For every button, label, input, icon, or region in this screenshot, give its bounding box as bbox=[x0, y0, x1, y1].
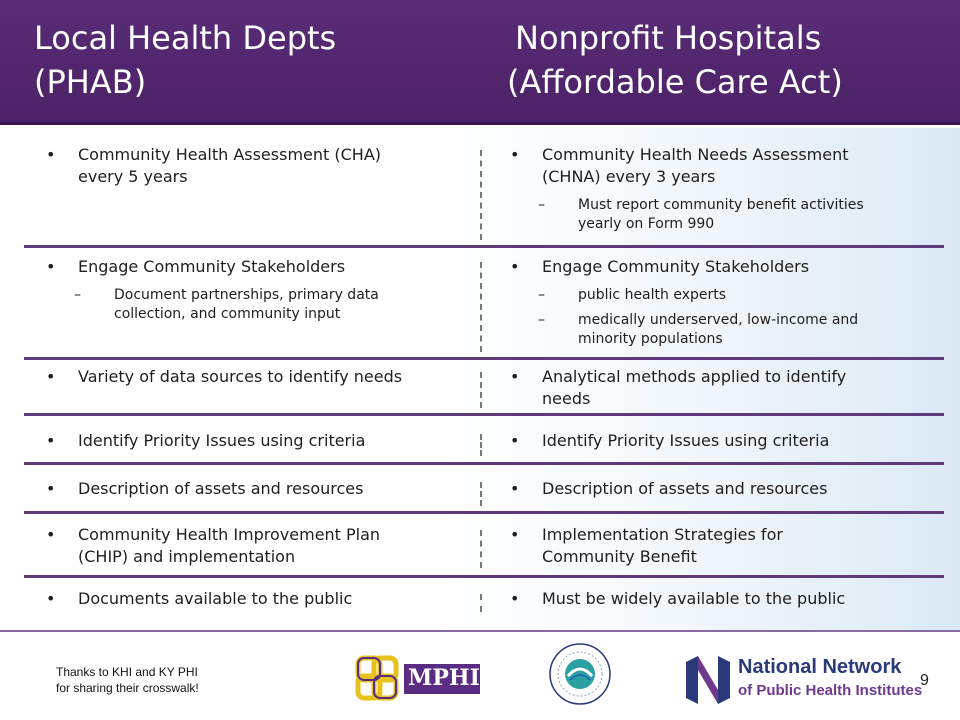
nnphi-n-icon bbox=[684, 654, 732, 706]
right-sub-text: minority populations bbox=[578, 331, 723, 347]
left-bullet-text: Description of assets and resources bbox=[78, 479, 364, 498]
mphi-logo-text: MPHI bbox=[408, 665, 480, 691]
left-bullet-item bbox=[46, 588, 466, 610]
right-sub-item bbox=[538, 196, 938, 234]
right-sub-text: Must report community benefit activities bbox=[578, 197, 864, 213]
dash-icon: – bbox=[538, 287, 545, 303]
right-bullet-text: Community Health Needs Assessment bbox=[542, 145, 849, 164]
iphi-logo bbox=[548, 642, 612, 706]
left-sub-text: collection, and community input bbox=[114, 306, 341, 322]
bullet-icon: • bbox=[46, 431, 56, 450]
mphi-logo bbox=[350, 648, 490, 710]
column-separator bbox=[480, 150, 482, 240]
bullet-icon: • bbox=[510, 589, 520, 608]
right-sub-text: yearly on Form 990 bbox=[578, 216, 715, 232]
left-bullet-text: Community Health Assessment (CHA) bbox=[78, 145, 382, 164]
left-bullet-text: Community Health Improvement Plan bbox=[78, 525, 381, 544]
thanks-line2: for sharing their crosswalk! bbox=[56, 681, 199, 695]
right-bullet-item bbox=[510, 524, 930, 568]
right-sub-item bbox=[538, 286, 938, 305]
right-sub-text: medically underserved, low-income and bbox=[578, 312, 859, 328]
right-bullet-item bbox=[510, 144, 930, 188]
dash-icon: – bbox=[74, 287, 81, 303]
right-bullet-item bbox=[510, 366, 930, 410]
bullet-icon: • bbox=[510, 367, 520, 386]
row-separator bbox=[24, 511, 944, 514]
right-bullet-item bbox=[510, 588, 930, 610]
thanks-note bbox=[56, 664, 256, 696]
right-bullet-item bbox=[510, 478, 930, 500]
right-bullet-item bbox=[510, 430, 930, 452]
row-separator bbox=[24, 462, 944, 465]
column-separator bbox=[480, 530, 482, 568]
bullet-icon: • bbox=[46, 145, 56, 164]
bullet-icon: • bbox=[46, 257, 56, 276]
right-bullet-text: (CHNA) every 3 years bbox=[542, 167, 716, 186]
left-bullet-text: Variety of data sources to identify needs bbox=[78, 367, 403, 386]
page-number: 9 bbox=[920, 672, 929, 689]
right-sub-text: public health experts bbox=[578, 287, 727, 303]
bullet-icon: • bbox=[510, 257, 520, 276]
dash-icon: – bbox=[538, 312, 545, 328]
right-title-line2: (Affordable Care Act) bbox=[507, 63, 843, 101]
right-bullet-text: Implementation Strategies for bbox=[542, 525, 783, 544]
header-divider bbox=[0, 122, 960, 125]
left-bullet-item bbox=[46, 524, 466, 568]
row-separator bbox=[24, 357, 944, 360]
row-separator bbox=[24, 245, 944, 248]
right-bullet-item bbox=[510, 256, 930, 278]
column-separator bbox=[480, 482, 482, 506]
bullet-icon: • bbox=[510, 145, 520, 164]
right-bullet-text: Must be widely available to the public bbox=[542, 589, 846, 608]
right-bullet-text: Engage Community Stakeholders bbox=[542, 257, 810, 276]
left-title-line1: Local Health Depts bbox=[34, 19, 337, 57]
left-bullet-item bbox=[46, 256, 466, 278]
column-separator bbox=[480, 262, 482, 352]
left-title-line2: (PHAB) bbox=[34, 63, 147, 101]
left-bullet-text: Documents available to the public bbox=[78, 589, 353, 608]
left-bullet-text: (CHIP) and implementation bbox=[78, 547, 296, 566]
column-separator bbox=[480, 372, 482, 408]
right-bullet-text: Community Benefit bbox=[542, 547, 697, 566]
column-separator bbox=[480, 434, 482, 456]
left-bullet-item bbox=[46, 478, 466, 500]
right-bullet-text: Description of assets and resources bbox=[542, 479, 828, 498]
nnphi-line1: National Network bbox=[738, 656, 902, 678]
bullet-icon: • bbox=[46, 589, 56, 608]
left-bullet-item bbox=[46, 430, 466, 452]
right-sub-item bbox=[538, 311, 938, 349]
left-bullet-item bbox=[46, 144, 466, 188]
bullet-icon: • bbox=[510, 525, 520, 544]
left-sub-item bbox=[74, 286, 474, 324]
right-bullet-text: Analytical methods applied to identify bbox=[542, 367, 847, 386]
footer-divider bbox=[0, 630, 960, 632]
right-title-line1: Nonprofit Hospitals bbox=[515, 19, 822, 57]
iphi-seal-icon bbox=[548, 642, 612, 706]
right-bullet-text: needs bbox=[542, 389, 591, 408]
bullet-icon: • bbox=[510, 431, 520, 450]
title-banner bbox=[0, 0, 960, 122]
bullet-icon: • bbox=[510, 479, 520, 498]
left-sub-text: Document partnerships, primary data bbox=[114, 287, 379, 303]
left-bullet-text: every 5 years bbox=[78, 167, 188, 186]
right-bullet-text: Identify Priority Issues using criteria bbox=[542, 431, 830, 450]
bullet-icon: • bbox=[46, 525, 56, 544]
left-bullet-text: Engage Community Stakeholders bbox=[78, 257, 346, 276]
thanks-line1: Thanks to KHI and KY PHI bbox=[56, 665, 198, 679]
bullet-icon: • bbox=[46, 367, 56, 386]
nnphi-logo bbox=[684, 652, 923, 708]
left-bullet-text: Identify Priority Issues using criteria bbox=[78, 431, 366, 450]
dash-icon: – bbox=[538, 197, 545, 213]
row-separator bbox=[24, 413, 944, 416]
left-bullet-item bbox=[46, 366, 466, 388]
row-separator bbox=[24, 575, 944, 578]
nnphi-line2: of Public Health Institutes bbox=[738, 682, 923, 699]
column-separator bbox=[480, 594, 482, 612]
bullet-icon: • bbox=[46, 479, 56, 498]
